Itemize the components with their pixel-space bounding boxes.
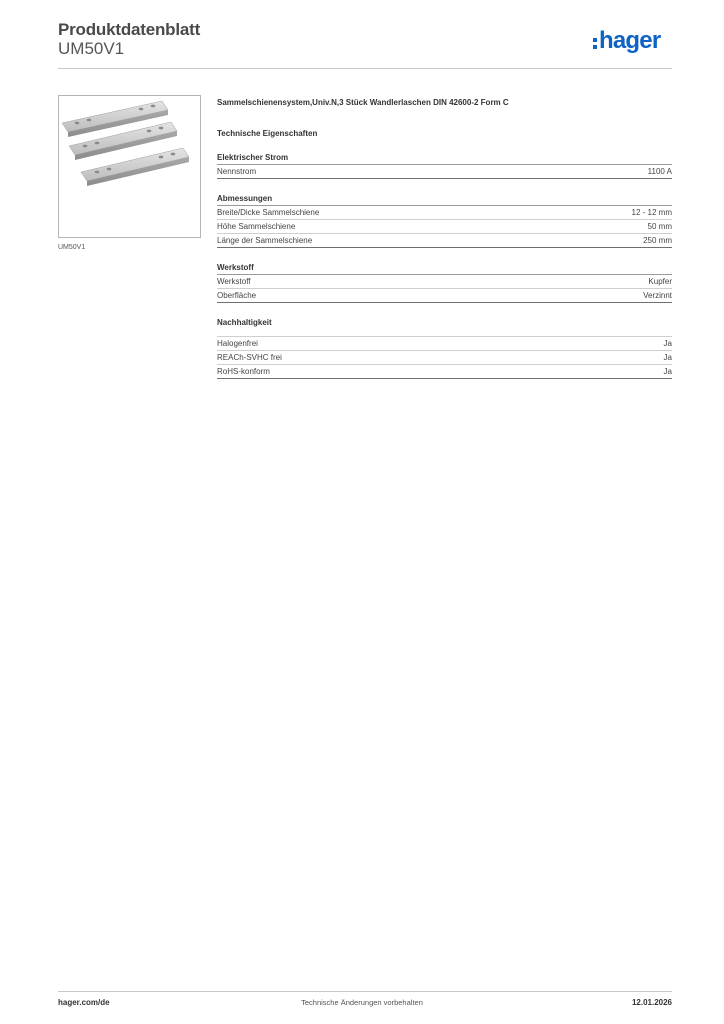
footer-divider — [58, 991, 672, 992]
spec-value: 50 mm — [647, 222, 672, 231]
image-caption: UM50V1 — [58, 244, 86, 251]
header-divider — [58, 68, 672, 69]
spec-label: Nennstrom — [217, 167, 257, 176]
logo-text: hager — [599, 27, 661, 54]
footer-notice: Technische Änderungen vorbehalten — [301, 998, 423, 1007]
spec-row — [217, 220, 672, 234]
spec-row — [217, 234, 672, 248]
footer-date: 12.01.2026 — [631, 998, 672, 1007]
page-title: Produktdatenblatt — [58, 20, 201, 39]
spec-value: 12 - 12 mm — [631, 208, 672, 217]
section-title: Werkstoff — [217, 262, 672, 275]
hager-logo — [593, 26, 660, 56]
section-title: Abmessungen — [217, 193, 672, 206]
spec-label: Werkstoff — [217, 277, 251, 286]
spec-row — [217, 165, 672, 179]
spec-row — [217, 206, 672, 220]
spec-row — [217, 289, 672, 303]
spec-value: Ja — [663, 367, 672, 376]
spec-value: Ja — [663, 339, 672, 348]
spec-row — [217, 365, 672, 379]
spec-row — [217, 337, 672, 351]
product-description: Sammelschienensystem,Univ.N,3 Stück Wandlerlaschen DIN 42600-2 Form C — [217, 98, 509, 107]
footer-website-link[interactable]: hager.com/de — [58, 998, 110, 1007]
spec-label: Länge der Sammelschiene — [217, 236, 313, 245]
tech-properties-heading: Technische Eigenschaften — [217, 129, 318, 138]
spec-label: Halogenfrei — [217, 339, 258, 348]
spec-label: Oberfläche — [217, 291, 257, 300]
spec-value: Verzinnt — [643, 291, 672, 300]
spec-label: RoHS-konform — [217, 367, 270, 376]
section-nachhaltigkeit — [217, 317, 672, 379]
section-title: Nachhaltigkeit — [217, 318, 272, 327]
spec-value: Ja — [663, 353, 672, 362]
section-werkstoff — [217, 262, 672, 303]
spec-row — [217, 275, 672, 289]
product-image — [58, 95, 201, 238]
section-title: Elektrischer Strom — [217, 152, 672, 165]
spec-label: REACh-SVHC frei — [217, 353, 282, 362]
logo-dots-icon — [593, 38, 597, 49]
spec-value: 250 mm — [643, 236, 672, 245]
spec-label: Breite/Dicke Sammelschiene — [217, 208, 320, 217]
spec-label: Höhe Sammelschiene — [217, 222, 296, 231]
busbar-plates-illustration — [59, 96, 200, 237]
product-details — [217, 96, 672, 379]
section-elektrischer-strom — [217, 152, 672, 179]
section-abmessungen — [217, 193, 672, 248]
spec-value: Kupfer — [648, 277, 672, 286]
product-code: UM50V1 — [58, 39, 125, 58]
spec-value: 1100 A — [647, 167, 672, 176]
spec-row — [217, 351, 672, 365]
